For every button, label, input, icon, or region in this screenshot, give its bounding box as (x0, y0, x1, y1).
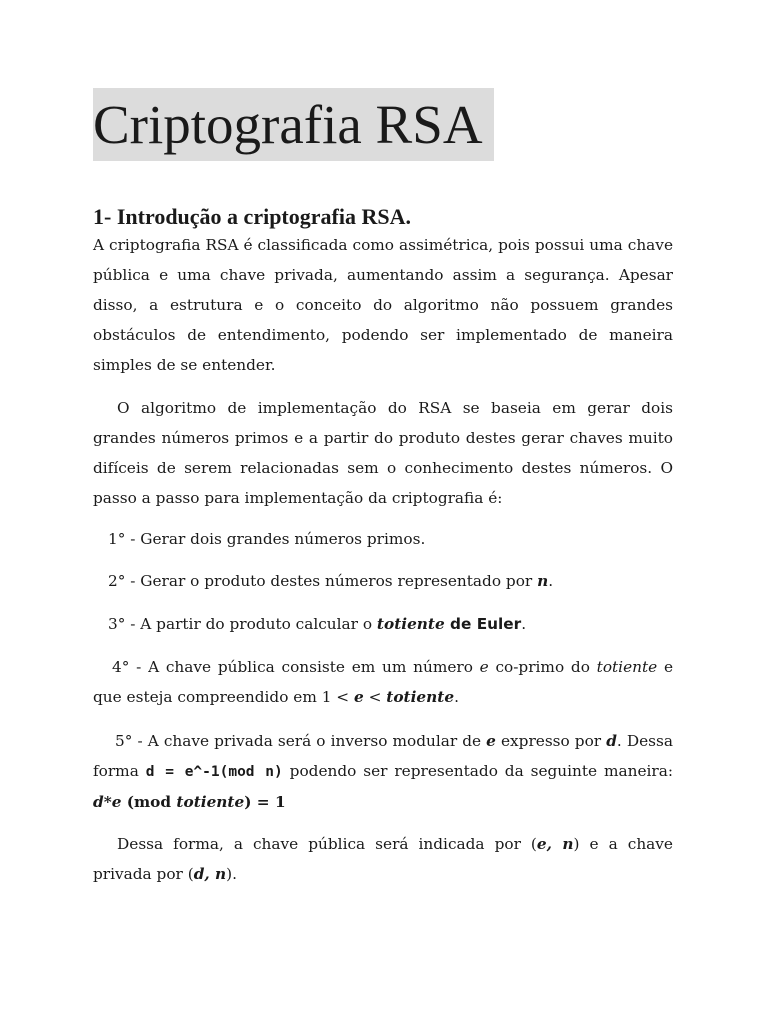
step-5-eq-mod: (mod (121, 793, 177, 811)
step-2 (93, 566, 688, 596)
step-5-b: expresso por (495, 732, 607, 750)
step-5-d2: podendo ser representado da seguinte maneira: (282, 762, 674, 780)
step-5-eq-end: ) = 1 (244, 793, 286, 811)
step-5-c: . Dessa forma (93, 732, 673, 780)
step-2-text: 2° - Gerar o produto destes números representado por (108, 572, 538, 590)
step-5 (93, 726, 673, 817)
step-4-totiente: totiente (596, 658, 658, 676)
step-4-b: co-primo do (488, 658, 597, 676)
private-key: d, n (193, 865, 227, 883)
step-4 (93, 652, 673, 712)
step-4-a: 4° - A chave pública consiste em um número (112, 658, 480, 676)
intro-paragraph-2: O algoritmo de implementação do RSA se baseia em gerar dois grandes números primos e a partir do produto destes gerar chaves muito difíceis de serem relacionadas sem o conhecimento destes números. O passo a passo para implementação da criptografia é: (93, 399, 673, 507)
step-4-lt: < (363, 688, 387, 706)
step-5-d: d (606, 732, 617, 750)
step-3-end: . (521, 615, 527, 633)
step-4-totiente-2: totiente (386, 688, 455, 706)
step-5-eq-totiente: totiente (176, 793, 245, 811)
public-key: e, n (536, 835, 574, 853)
step-2-end: . (548, 572, 554, 590)
conclusion-paragraph (93, 829, 673, 889)
step-4-e: e (479, 658, 489, 676)
step-5-e: e (486, 732, 496, 750)
step-5-a: 5° - A chave privada será o inverso modular de (115, 732, 487, 750)
step-4-e2: e (353, 688, 364, 706)
conclusion-a: Dessa forma, a chave pública será indicada por ( (117, 835, 537, 853)
step-4-c: e que esteja compreendido em 1 < (93, 658, 673, 706)
step-3-bold: de Euler (444, 615, 522, 633)
conclusion-c: ). (226, 865, 237, 883)
intro-paragraph-1: A criptografia RSA é classificada como assimétrica, pois possui uma chave pública e uma chave privada, aumentando assim a segurança. Apesar disso, a estrutura e o conceito do algoritmo não possuem grandes obstáculos de entendimento, podendo ser implementado de maneira simples de se entender. (93, 236, 673, 374)
step-4-end: . (454, 688, 459, 706)
document-title: Criptografia RSA (93, 94, 483, 155)
step-3 (93, 609, 688, 639)
section-heading: 1- Introdução a criptografia RSA. (93, 204, 411, 229)
step-1: 1° - Gerar dois grandes números primos. (108, 530, 426, 548)
step-2-var: n (537, 572, 549, 590)
step-5-formula: d = e^-1(mod n) (145, 764, 283, 780)
step-3-term: totiente (376, 615, 445, 633)
step-5-eq-de: d*e (93, 793, 122, 811)
conclusion-b: ) e a chave privada por ( (93, 835, 673, 883)
step-3-text: 3° - A partir do produto calcular o (108, 615, 377, 633)
